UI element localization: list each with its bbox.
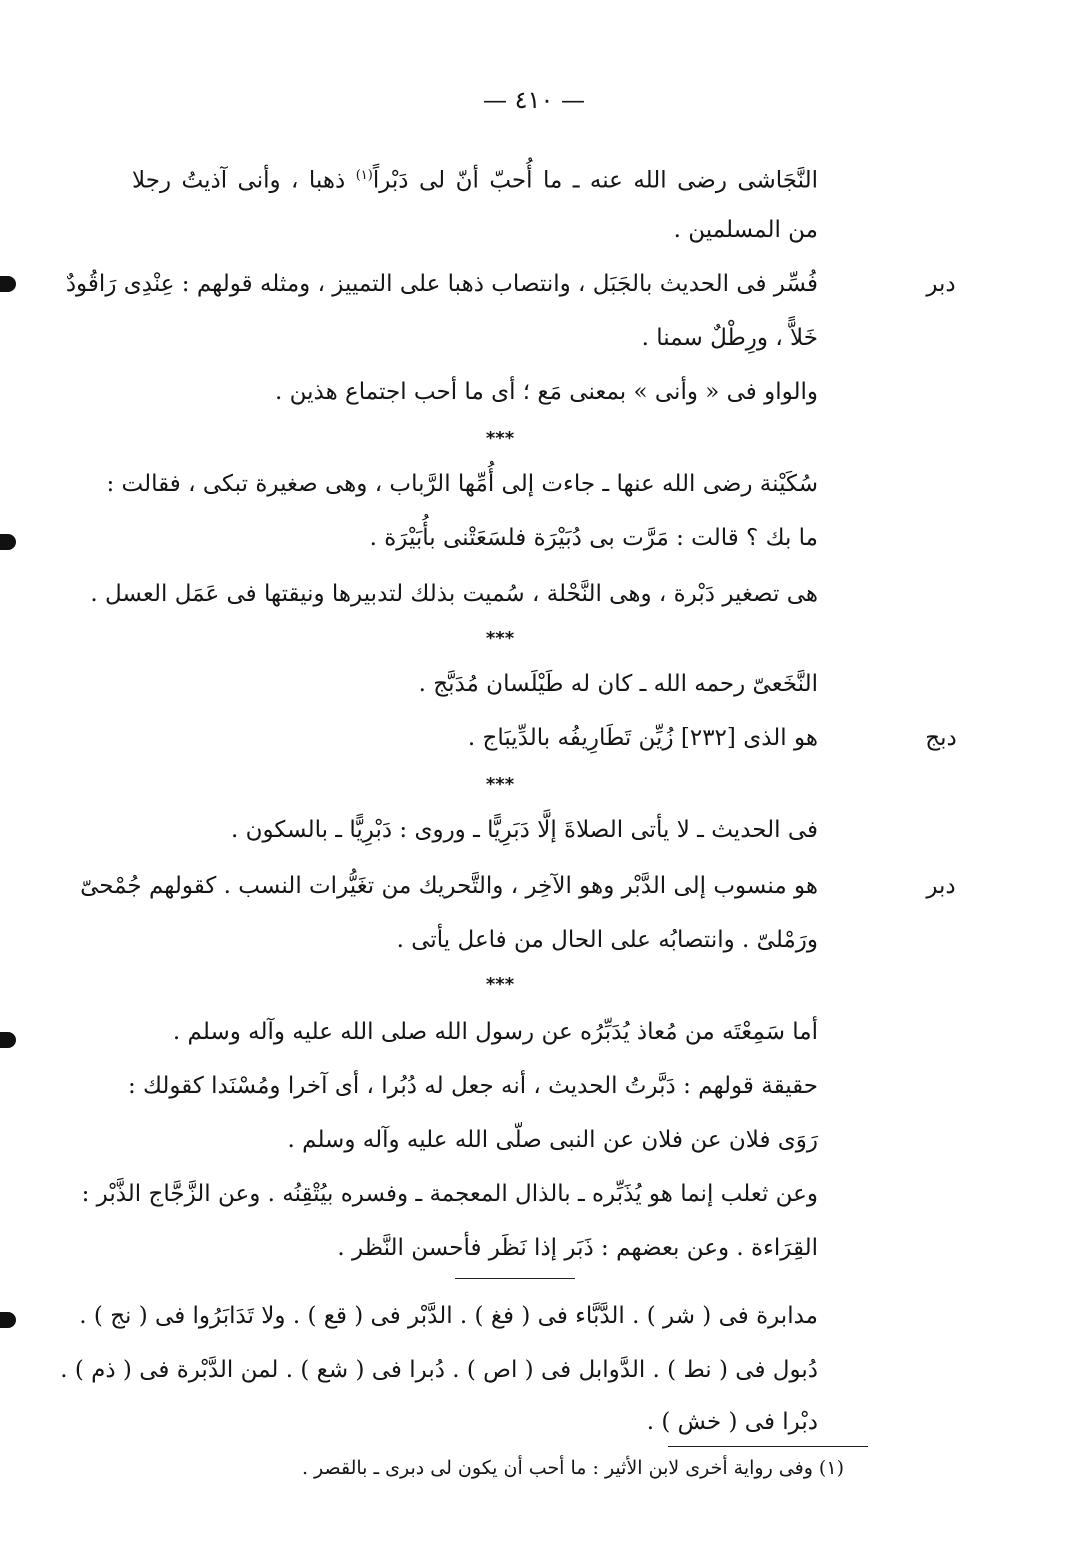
binding-mark: [0, 534, 16, 550]
text-line: سُكَيْنة رضى الله عنها ـ جاءت إلى أُمِّها الرَّباب ، وهى صغيرة تبكى ، فقالت :: [106, 471, 818, 497]
footnote-divider: [668, 1446, 868, 1447]
margin-root-note: دبج: [925, 725, 957, 751]
text-line: خَلاًّ ، ورِطْلٌ سمنا .: [641, 325, 818, 351]
text-line: فُسِّر فى الحديث بالجَبَل ، وانتصاب ذهبا على التمييز ، ومثله قولهم : عِنْدِى رَاقُودٌ: [65, 271, 818, 297]
margin-root-note: دبر: [926, 271, 956, 297]
page-number: — ٤١٠ —: [483, 86, 585, 114]
section-separator: ***: [485, 974, 515, 995]
text-line: النَّخَعىّ رحمه الله ـ كان له طَيْلَسان مُدَبَّج .: [418, 671, 818, 697]
binding-mark: [0, 276, 16, 292]
cross-reference-divider: [455, 1278, 575, 1279]
text-line: حقيقة قولهم : دَبَّرتُ الحديث ، أنه جعل له دُبُرا ، أى آخرا ومُسْنَدا كقولك :: [127, 1073, 818, 1099]
section-separator: ***: [485, 428, 515, 449]
footnote-marker: (١): [355, 168, 373, 183]
text-line: ما بك ؟ قالت : مَرَّت بى دُبَيْرَة فلسَعَتْنى بأُبَيْرَة .: [369, 525, 818, 551]
binding-mark: [0, 1312, 16, 1328]
text-line: [132, 160, 818, 197]
text-line: من المسلمين .: [673, 217, 818, 243]
text-line: هى تصغير دَبْرة ، وهى النَّحْلة ، سُميت بذلك لتدبيرها ونيقتها فى عَمَل العسل .: [90, 581, 818, 607]
binding-mark: [0, 1032, 16, 1048]
text-span: النَّجَاشى رضى الله عنه ـ ما أُحبّ أنّ لى دَبْراً: [372, 167, 818, 194]
cross-reference-line: دبْرا فى ( خش ) .: [646, 1409, 818, 1435]
text-line: فى الحديث ـ لا يأتى الصلاةَ إلَّا دَبَرِيًّا ـ وروى : دَبْرِيًّا ـ بالسكون .: [230, 817, 818, 843]
section-separator: ***: [485, 628, 515, 649]
margin-root-note: دبر: [926, 873, 956, 899]
text-span: ذهبا ، وأنى آذيتُ رجلا: [132, 167, 346, 194]
text-line: ورَمْلىّ . وانتصابُه على الحال من فاعل يأتى .: [396, 927, 818, 953]
text-line: وعن ثعلب إنما هو يُذَبِّره ـ بالذال المعجمة ـ وفسره بيُتْقِنُه . وعن الزَّجَّاج الذَّبْر :: [81, 1181, 818, 1207]
text-line: رَوَى فلان عن فلان عن النبى صلّى الله عليه وآله وسلم .: [287, 1127, 818, 1153]
section-separator: ***: [485, 774, 515, 795]
text-line: والواو فى « وأنى » بمعنى مَع ؛ أى ما أحب اجتماع هذين .: [275, 379, 818, 405]
text-line: أما سَمِعْتَه من مُعاذ يُدَبِّرُه عن رسول الله صلى الله عليه وآله وسلم .: [172, 1019, 818, 1045]
text-line: هو الذى [٢٣٢] زُيِّن تَطَارِيفُه بالدِّيبَاج .: [467, 725, 818, 751]
cross-reference-line: دُبول فى ( نط ) . الدَّوابل فى ( اص ) . دُبرا فى ( شع ) . لمن الدَّبْرة فى ( ذم ) .: [60, 1357, 818, 1383]
text-line: هو منسوب إلى الدَّبْر وهو الآخِر ، والتَّحريك من تغَيُّرات النسب . كقولهم جُمْحىّ: [80, 873, 818, 899]
text-line: القِرَاءة . وعن بعضهم : ذَبَر إذا نَظَر فأحسن النَّظر .: [337, 1235, 818, 1261]
footnote: (١) وفى رواية أخرى لابن الأثير : ما أحب أن يكون لى دبرى ـ بالقصر .: [301, 1457, 844, 1479]
cross-reference-line: مدابرة فى ( شر ) . الدَّبَّاء فى ( فغ ) . الدَّبْر فى ( قع ) . ولا تَدَابَرُوا فى ( نج ) .: [79, 1303, 818, 1329]
